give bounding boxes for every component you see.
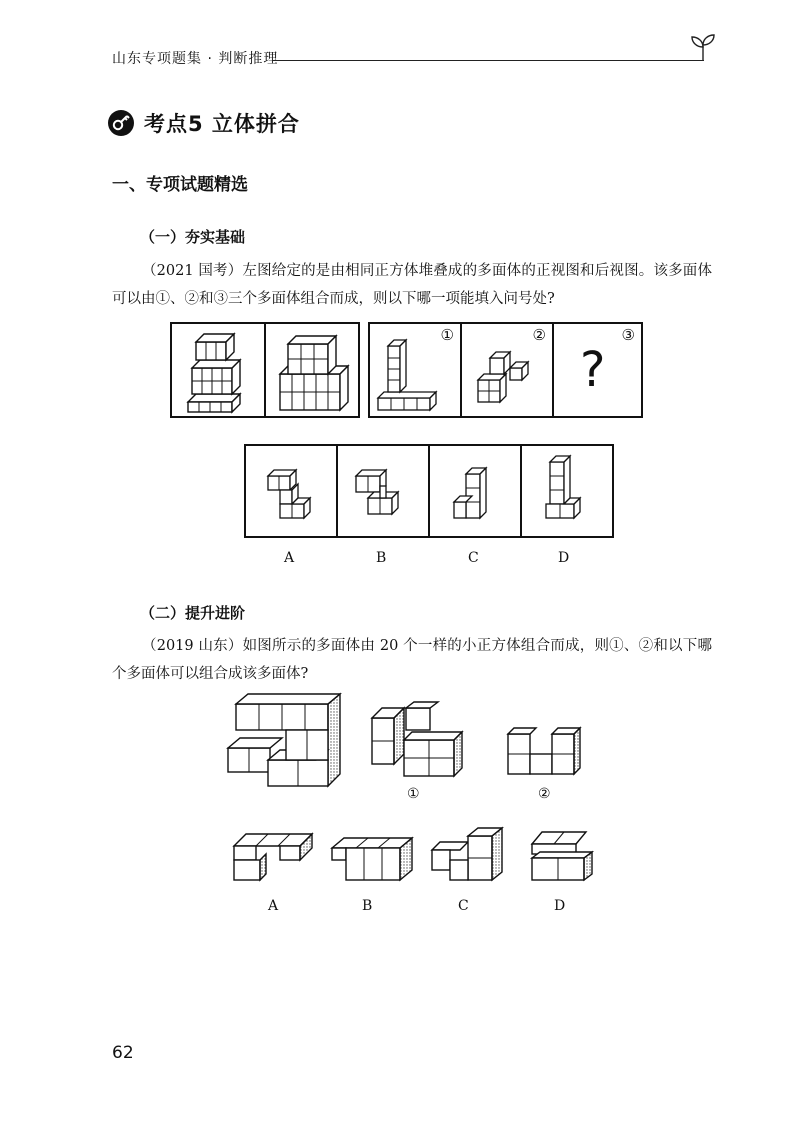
option-d-cell[interactable] <box>522 446 612 536</box>
piece-3-label: ③ <box>621 326 635 344</box>
options-panel <box>244 444 614 538</box>
target-polyhedron-figure <box>222 690 352 795</box>
piece-1-label: ① <box>440 326 454 344</box>
back-view-figure <box>266 324 358 416</box>
option-c-cell[interactable] <box>430 446 522 536</box>
section-heading: 一、专项试题精选 <box>112 175 248 195</box>
option-b-cell[interactable] <box>338 446 430 536</box>
option-a-label: A <box>284 550 295 566</box>
question-mark: ? <box>580 342 606 398</box>
piece-2-label: ② <box>532 326 546 344</box>
option-b2-label: B <box>362 898 373 914</box>
question-2-text: （2019 山东）如图所示的多面体由 20 个一样的小正方体组合而成，则①、②和以下哪个多面体可以组合成该多面体? <box>112 638 712 682</box>
option-c-label: C <box>468 550 479 566</box>
header-rule <box>272 60 704 61</box>
views-panel <box>170 322 360 418</box>
back-view-cell <box>266 324 360 416</box>
option-a-cell[interactable] <box>246 446 338 536</box>
running-header: 山东专项题集 · 判断推理 <box>112 51 279 67</box>
piece-1-cell <box>370 324 462 416</box>
option-d-figure <box>522 446 612 536</box>
option-a-polyhedron-figure <box>228 822 318 882</box>
option-c-polyhedron-figure <box>426 822 508 884</box>
piece-1-polyhedron-label: ① <box>407 786 420 802</box>
option-b-figure <box>338 446 428 536</box>
piece-2-polyhedron-label: ② <box>538 786 551 802</box>
option-d-polyhedron-figure <box>526 824 598 884</box>
option-b-polyhedron-figure <box>328 834 418 884</box>
front-view-figure <box>172 324 264 416</box>
option-b-label: B <box>376 550 387 566</box>
piece-3-cell <box>554 324 641 416</box>
question-1-text: （2021 国考）左图给定的是由相同正方体堆叠成的多面体的正视图和后视图。该多面体可以由①、②和③三个多面体组合而成，则以下哪一项能填入问号处? <box>112 263 712 307</box>
sprout-icon <box>686 30 720 64</box>
option-c2-label: C <box>458 898 469 914</box>
subsection-heading-advanced: （二）提升进阶 <box>140 604 246 622</box>
option-a-figure <box>246 446 336 536</box>
option-c-figure <box>430 446 520 536</box>
option-a2-label: A <box>268 898 279 914</box>
topic-heading <box>108 108 300 138</box>
key-icon <box>108 110 134 136</box>
piece-2-cell <box>462 324 554 416</box>
piece-1-polyhedron-figure <box>366 700 466 780</box>
piece-2-polyhedron-figure <box>502 720 584 780</box>
option-d2-label: D <box>554 898 566 914</box>
front-view-cell <box>172 324 266 416</box>
pieces-panel <box>368 322 643 418</box>
page-number: 62 <box>112 1043 134 1063</box>
option-d-label: D <box>558 550 570 566</box>
subsection-heading-basic: （一）夯实基础 <box>140 228 246 246</box>
topic-title: 考点5 立体拼合 <box>144 112 300 136</box>
